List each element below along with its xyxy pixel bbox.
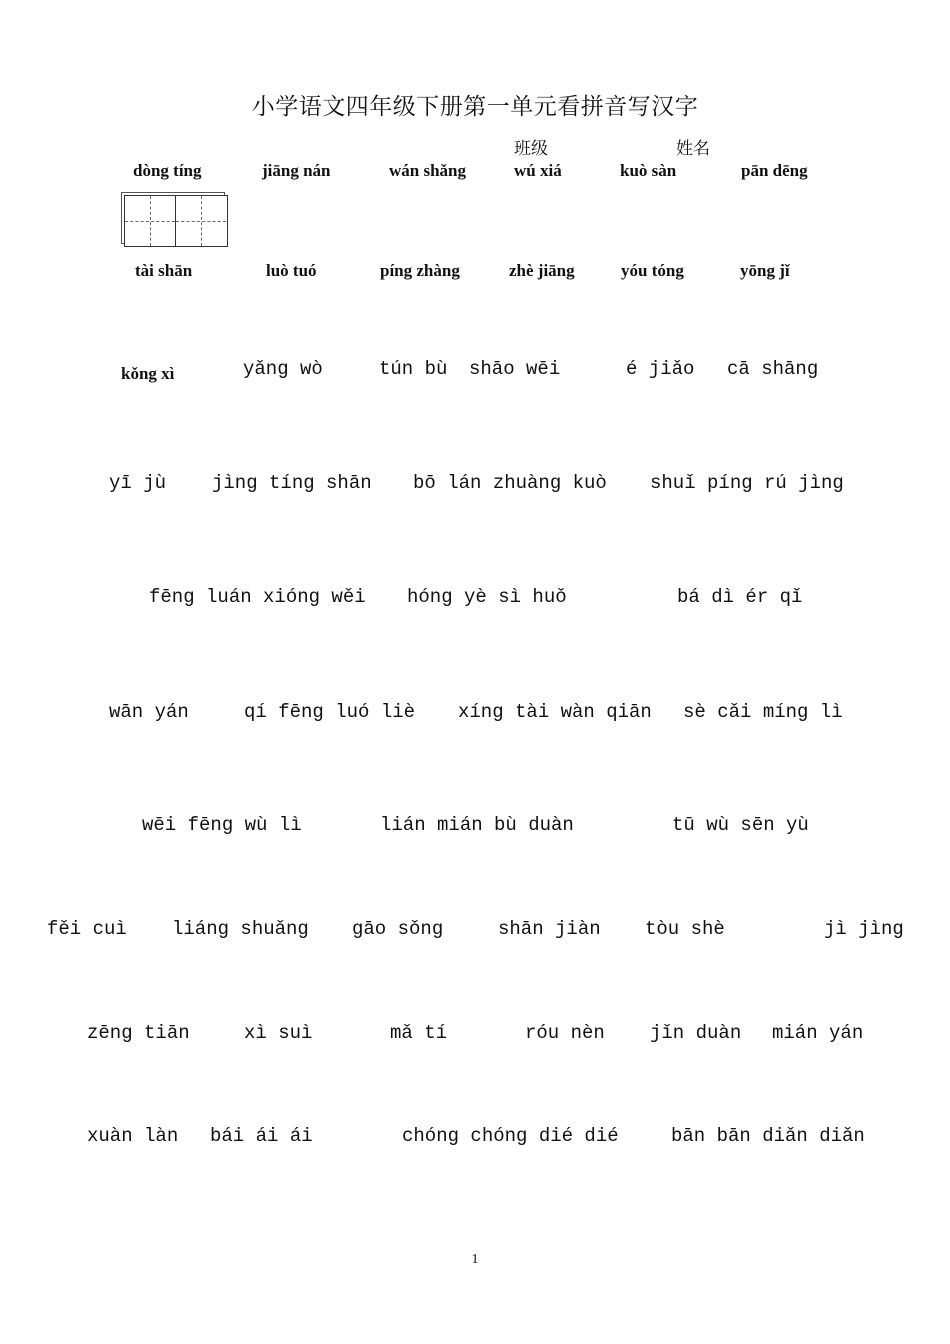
pinyin-word: yóu tóng: [621, 261, 684, 280]
pinyin-word: jǐn duàn: [650, 1022, 742, 1044]
grid-guide: [176, 221, 226, 222]
pinyin-word: jiāng nán: [262, 161, 331, 180]
pinyin-word: wán shǎng: [389, 161, 467, 180]
grid-guide: [125, 221, 175, 222]
pinyin-word: chóng chóng dié dié: [402, 1125, 619, 1147]
pinyin-word: tòu shè: [645, 918, 725, 940]
pinyin-word: píng zhàng: [380, 261, 460, 280]
pinyin-word: luò tuó: [266, 261, 317, 280]
pinyin-word: gāo sǒng: [352, 918, 444, 940]
pinyin-word: mǎ tí: [390, 1022, 448, 1044]
pinyin-word: fēng luán xióng wěi: [149, 586, 366, 608]
pinyin-word: tài shān: [135, 261, 193, 280]
pinyin-word: wú xiá: [514, 161, 562, 180]
pinyin-word: mián yán: [772, 1022, 864, 1044]
pinyin-word: bān bān diǎn diǎn: [671, 1125, 865, 1147]
pinyin-word: shuǐ píng rú jìng: [650, 472, 844, 494]
pinyin-word: bá dì ér qǐ: [677, 586, 803, 608]
writing-cell: [176, 196, 226, 246]
pinyin-word: liáng shuǎng: [172, 918, 309, 940]
pinyin-word: jìng tíng shān: [212, 472, 372, 494]
pinyin-word: xuàn làn: [87, 1125, 179, 1147]
pinyin-word: yōng jǐ: [740, 261, 790, 280]
pinyin-word: yī jù: [109, 472, 167, 494]
pinyin-word: zēng tiān: [87, 1022, 190, 1044]
pinyin-word: tū wù sēn yù: [672, 814, 809, 836]
pinyin-word: sè cǎi míng lì: [683, 701, 843, 723]
pinyin-word: xíng tài wàn qiān: [458, 701, 652, 723]
pinyin-word: wān yán: [109, 701, 189, 723]
pinyin-word: qí fēng luó liè: [244, 701, 416, 723]
pinyin-word: yǎng wò: [243, 358, 323, 380]
pinyin-word: tún bù: [379, 358, 448, 380]
writing-cell: [125, 196, 176, 246]
pinyin-word: xì suì: [244, 1022, 313, 1044]
worksheet-title: 小学语文四年级下册第一单元看拼音写汉字: [251, 94, 699, 120]
pinyin-word: wēi fēng wù lì: [142, 814, 302, 836]
page-number: 1: [471, 1252, 479, 1267]
pinyin-word: bái ái ái: [210, 1125, 313, 1147]
class-label: 班级: [514, 139, 548, 159]
pinyin-word: pān dēng: [741, 161, 808, 180]
pinyin-word: fěi cuì: [47, 918, 127, 940]
writing-grid: [124, 195, 228, 247]
pinyin-word: shān jiàn: [498, 918, 601, 940]
pinyin-word: shāo wēi: [469, 358, 561, 380]
pinyin-word: kuò sàn: [620, 161, 677, 180]
pinyin-word: cā shāng: [727, 358, 819, 380]
pinyin-word: bō lán zhuàng kuò: [413, 472, 607, 494]
pinyin-word: zhè jiāng: [509, 261, 575, 280]
pinyin-word: dòng tíng: [133, 161, 202, 180]
pinyin-word: kǒng xì: [121, 364, 175, 383]
pinyin-word: róu nèn: [525, 1022, 605, 1044]
pinyin-word: hóng yè sì huǒ: [407, 586, 567, 608]
name-label: 姓名: [676, 139, 710, 159]
pinyin-word: jì jìng: [824, 918, 904, 940]
pinyin-word: é jiǎo: [626, 358, 695, 380]
pinyin-word: lián mián bù duàn: [380, 814, 574, 836]
